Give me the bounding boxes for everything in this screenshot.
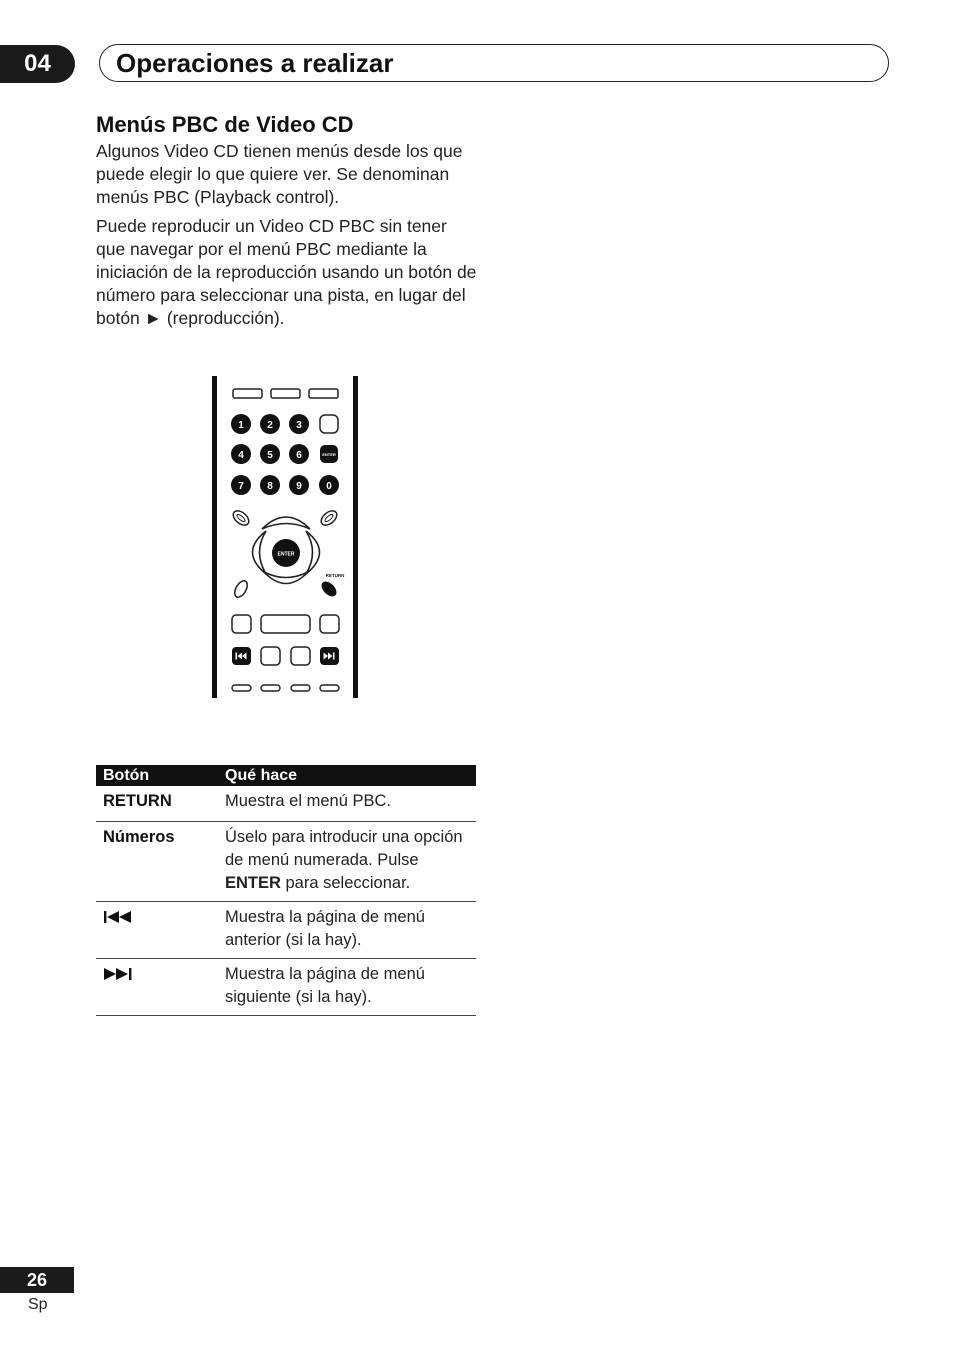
button-function-table [96,765,476,1016]
digit-8-button [260,475,280,495]
digit-1-label: 1 [238,420,244,431]
digit-3-button [289,414,309,434]
table-row [96,822,476,902]
top-button-1 [233,389,262,398]
numbers-description [225,822,476,895]
digit-5-label: 5 [267,450,273,461]
square-button-a [261,647,280,665]
square-button-left [232,615,251,633]
digit-6-label: 6 [296,450,302,461]
digit-4-button [231,444,251,464]
digit-6-button [289,444,309,464]
page-number: 26 [0,1267,74,1293]
enter-center-button [272,539,300,567]
playback-text-end: (reproducción). [161,308,285,328]
digit-4-label: 4 [238,450,244,461]
previous-icon [104,911,134,923]
play-symbol: ► [144,308,162,328]
digit-0-button [319,475,339,495]
digit-1-button [231,414,251,434]
digit-9-label: 9 [296,481,302,492]
previous-description: Muestra la página de menú anterior (si la hay). [225,908,425,949]
pill-button-2 [261,685,280,691]
cursor-left-button [253,531,267,574]
side-button-top-right [319,508,340,528]
cursor-down-button [264,572,308,584]
language-code: Sp [28,1296,48,1313]
chapter-title-bar [99,44,889,82]
digit-7-label: 7 [238,481,244,492]
cursor-up-button [262,517,310,529]
digit-2-button [260,414,280,434]
playback-text-start: Puede reproducir un Video CD PBC sin tener que navegar por el menú PBC mediante la iniciación de la reproducción usando un botón de número para seleccionar una pista, en lugar del botón [96,216,477,328]
enter-bold: ENTER [225,874,281,892]
header-button-col: Botón [103,767,150,784]
digit-5-button [260,444,280,464]
numbers-desc-start: Úselo para introducir una opción de menú numerada. Pulse [225,828,463,869]
section-heading: Menús PBC de Video CD [96,112,354,137]
remote-control-illustration [208,372,364,702]
table-row [96,786,476,822]
return-label: RETURN [325,573,345,578]
enter-center-label: ENTER [277,551,295,558]
enter-small-button [320,445,338,463]
remote-left-edge [212,376,217,698]
top-button-3 [309,389,338,398]
pill-button-3 [291,685,310,691]
table-row [96,959,476,1016]
square-button-right [320,615,339,633]
return-cell: RETURN [103,792,172,810]
enter-small-label: ENTER [322,452,336,457]
digit-2-label: 2 [267,420,273,431]
intro-paragraph: Algunos Video CD tienen menús desde los que puede elegir lo que quiere ver. Se denominan menús PBC (Playback control). [96,141,463,207]
side-button-top-left [231,508,252,528]
numbers-cell: Números [103,828,175,846]
return-button [319,579,340,600]
next-button [320,647,339,665]
cursor-right-button [306,531,320,574]
wide-button [261,615,310,633]
table-header [96,765,476,786]
chapter-title: Operaciones a realizar [116,48,394,78]
return-description: Muestra el menú PBC. [225,792,391,810]
previous-button [232,647,251,665]
digit-8-label: 8 [267,481,273,492]
chapter-number-badge: 04 [0,45,75,83]
header-function-col: Qué hace [225,767,298,784]
blank-button [320,415,338,433]
digit-0-label: 0 [326,481,332,492]
digit-3-label: 3 [296,420,302,431]
table-row [96,902,476,959]
side-button-bottom-left [232,579,250,600]
playback-paragraph [96,215,480,330]
next-icon [104,968,134,980]
square-button-b [291,647,310,665]
remote-right-edge [353,376,358,698]
pill-button-4 [320,685,339,691]
digit-9-button [289,475,309,495]
numbers-desc-end: para seleccionar. [280,874,411,892]
pill-button-1 [232,685,251,691]
next-description: Muestra la página de menú siguiente (si la hay). [225,965,425,1006]
digit-7-button [231,475,251,495]
top-button-2 [271,389,300,398]
